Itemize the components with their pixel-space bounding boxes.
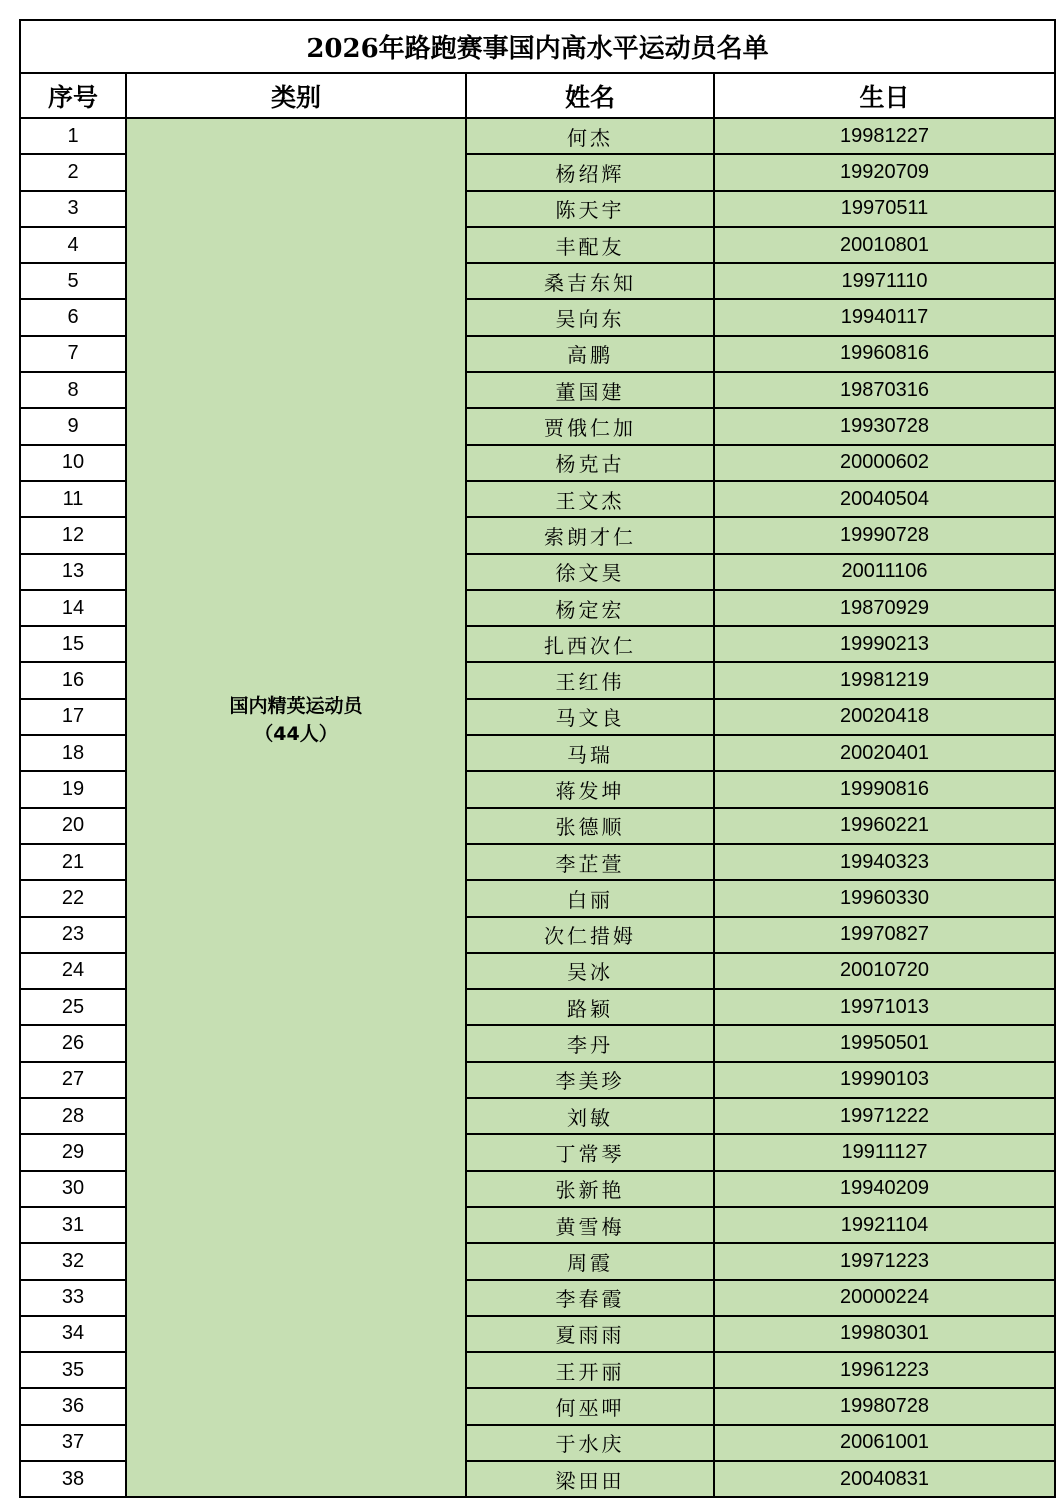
row-name: 李美珍 — [466, 1062, 714, 1098]
row-name: 马瑞 — [466, 735, 714, 771]
row-birthday: 20010720 — [714, 953, 1055, 989]
row-seq: 16 — [20, 662, 126, 698]
row-seq: 34 — [20, 1316, 126, 1352]
row-birthday: 19950501 — [714, 1025, 1055, 1061]
row-seq: 15 — [20, 626, 126, 662]
row-birthday: 20000602 — [714, 445, 1055, 481]
row-seq: 12 — [20, 517, 126, 553]
row-name: 李芷萱 — [466, 844, 714, 880]
row-seq: 24 — [20, 953, 126, 989]
table-row — [20, 118, 1055, 154]
row-seq: 37 — [20, 1425, 126, 1461]
row-birthday: 19920709 — [714, 154, 1055, 190]
row-seq: 4 — [20, 227, 126, 263]
title-row — [20, 20, 1055, 73]
row-name: 李春霞 — [466, 1280, 714, 1316]
row-name: 董国建 — [466, 372, 714, 408]
row-birthday: 20000224 — [714, 1280, 1055, 1316]
row-seq: 27 — [20, 1062, 126, 1098]
header-row — [20, 73, 1055, 118]
row-seq: 6 — [20, 299, 126, 335]
row-name: 丰配友 — [466, 227, 714, 263]
table-title: 2026年路跑赛事国内高水平运动员名单 — [20, 20, 1055, 73]
row-birthday: 19980728 — [714, 1388, 1055, 1424]
row-seq: 23 — [20, 917, 126, 953]
row-birthday: 20040831 — [714, 1461, 1055, 1497]
row-seq: 14 — [20, 590, 126, 626]
row-name: 贾俄仁加 — [466, 408, 714, 444]
row-birthday: 19961223 — [714, 1352, 1055, 1388]
row-name: 王文杰 — [466, 481, 714, 517]
row-seq: 19 — [20, 771, 126, 807]
row-seq: 18 — [20, 735, 126, 771]
row-birthday: 20040504 — [714, 481, 1055, 517]
row-birthday: 19940117 — [714, 299, 1055, 335]
row-seq: 13 — [20, 554, 126, 590]
row-name: 徐文昊 — [466, 554, 714, 590]
row-name: 张德顺 — [466, 808, 714, 844]
row-seq: 17 — [20, 699, 126, 735]
row-name: 杨定宏 — [466, 590, 714, 626]
row-seq: 5 — [20, 263, 126, 299]
row-seq: 25 — [20, 989, 126, 1025]
row-birthday: 19921104 — [714, 1207, 1055, 1243]
row-name: 索朗才仁 — [466, 517, 714, 553]
row-seq: 2 — [20, 154, 126, 190]
row-name: 路颖 — [466, 989, 714, 1025]
row-birthday: 19911127 — [714, 1134, 1055, 1170]
athlete-list-table — [19, 19, 1056, 1498]
row-seq: 10 — [20, 445, 126, 481]
row-birthday: 19960330 — [714, 880, 1055, 916]
category-cell — [126, 118, 466, 1497]
category-name: 国内精英运动员 — [229, 694, 363, 717]
row-birthday: 19971110 — [714, 263, 1055, 299]
row-seq: 22 — [20, 880, 126, 916]
row-name: 陈天宇 — [466, 191, 714, 227]
row-name: 夏雨雨 — [466, 1316, 714, 1352]
row-name: 于水庆 — [466, 1425, 714, 1461]
row-birthday: 20020418 — [714, 699, 1055, 735]
row-name: 扎西次仁 — [466, 626, 714, 662]
row-name: 张新艳 — [466, 1171, 714, 1207]
row-seq: 11 — [20, 481, 126, 517]
row-name: 高鹏 — [466, 336, 714, 372]
row-birthday: 19930728 — [714, 408, 1055, 444]
row-name: 王开丽 — [466, 1352, 714, 1388]
row-seq: 7 — [20, 336, 126, 372]
row-birthday: 19870316 — [714, 372, 1055, 408]
row-birthday: 19971223 — [714, 1243, 1055, 1279]
row-birthday: 20020401 — [714, 735, 1055, 771]
row-name: 杨绍辉 — [466, 154, 714, 190]
row-name: 梁田田 — [466, 1461, 714, 1497]
header-seq: 序号 — [20, 73, 126, 118]
row-name: 黄雪梅 — [466, 1207, 714, 1243]
row-seq: 3 — [20, 191, 126, 227]
row-seq: 9 — [20, 408, 126, 444]
row-birthday: 19870929 — [714, 590, 1055, 626]
row-birthday: 19970827 — [714, 917, 1055, 953]
row-birthday: 19971222 — [714, 1098, 1055, 1134]
row-name: 次仁措姆 — [466, 917, 714, 953]
row-birthday: 19940209 — [714, 1171, 1055, 1207]
row-seq: 21 — [20, 844, 126, 880]
row-birthday: 20061001 — [714, 1425, 1055, 1461]
row-birthday: 19981227 — [714, 118, 1055, 154]
row-seq: 32 — [20, 1243, 126, 1279]
row-seq: 20 — [20, 808, 126, 844]
row-birthday: 19960221 — [714, 808, 1055, 844]
row-birthday: 19990816 — [714, 771, 1055, 807]
row-seq: 36 — [20, 1388, 126, 1424]
row-name: 李丹 — [466, 1025, 714, 1061]
header-name: 姓名 — [466, 73, 714, 118]
row-birthday: 19990103 — [714, 1062, 1055, 1098]
row-seq: 26 — [20, 1025, 126, 1061]
row-name: 马文良 — [466, 699, 714, 735]
row-name: 刘敏 — [466, 1098, 714, 1134]
row-birthday: 19960816 — [714, 336, 1055, 372]
row-seq: 29 — [20, 1134, 126, 1170]
row-seq: 31 — [20, 1207, 126, 1243]
row-name: 周霞 — [466, 1243, 714, 1279]
row-name: 蒋发坤 — [466, 771, 714, 807]
header-category: 类别 — [126, 73, 466, 118]
row-name: 何杰 — [466, 118, 714, 154]
row-seq: 38 — [20, 1461, 126, 1497]
row-name: 吴向东 — [466, 299, 714, 335]
row-birthday: 19990213 — [714, 626, 1055, 662]
row-seq: 1 — [20, 118, 126, 154]
row-name: 王红伟 — [466, 662, 714, 698]
row-name: 丁常琴 — [466, 1134, 714, 1170]
row-seq: 30 — [20, 1171, 126, 1207]
category-count: （44人） — [254, 722, 338, 745]
header-birthday: 生日 — [714, 73, 1055, 118]
row-birthday: 19970511 — [714, 191, 1055, 227]
row-seq: 33 — [20, 1280, 126, 1316]
row-name: 桑吉东知 — [466, 263, 714, 299]
row-name: 杨克古 — [466, 445, 714, 481]
row-name: 白丽 — [466, 880, 714, 916]
row-birthday: 20010801 — [714, 227, 1055, 263]
row-birthday: 19971013 — [714, 989, 1055, 1025]
row-name: 何巫呷 — [466, 1388, 714, 1424]
row-birthday: 20011106 — [714, 554, 1055, 590]
table-body — [20, 118, 1055, 1497]
row-birthday: 19981219 — [714, 662, 1055, 698]
row-birthday: 19940323 — [714, 844, 1055, 880]
row-seq: 8 — [20, 372, 126, 408]
row-seq: 28 — [20, 1098, 126, 1134]
row-birthday: 19990728 — [714, 517, 1055, 553]
row-birthday: 19980301 — [714, 1316, 1055, 1352]
row-name: 吴冰 — [466, 953, 714, 989]
row-seq: 35 — [20, 1352, 126, 1388]
